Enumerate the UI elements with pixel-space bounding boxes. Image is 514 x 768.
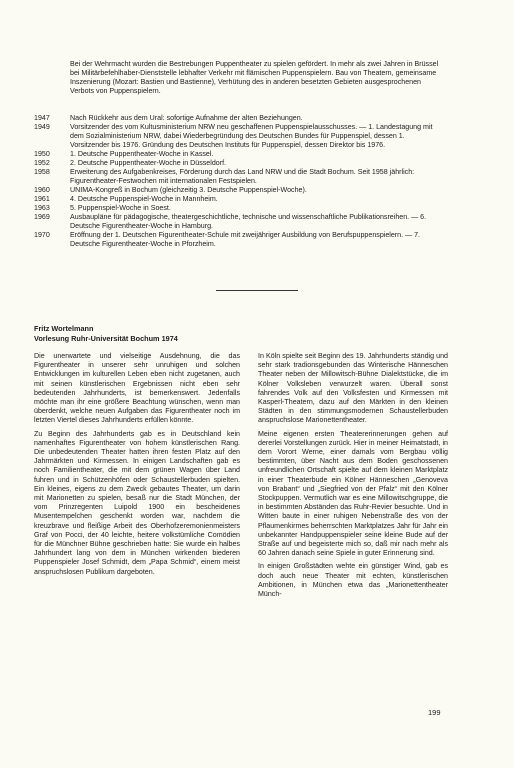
chronology-text: Vorsitzender des vom Kultusministerium NRW neu geschaffenen Puppenspielausschusses. — 1. Landestagung mit dem Sozialministerium NRW, dabei Wiederbegründung des Deutschen Bundes für Puppenspiel, dessen 1. Vorsitzender bis 1976. Gründung des Deutschen Instituts für Puppenspiel, dessen Direktor bis 1976. bbox=[70, 123, 433, 149]
paragraph: Die unerwartete und vielseitige Ausdehnung, die das Figurentheater in unserer sehr unruhigen und solchen Entwicklungen im kulturellen Leben eben nicht zugetanen, auch mit seinen künstlerischen Ergebnissen nicht eben sehr bedeutenden Jahrhunderts, ist bemerkenswert. Jedenfalls möchte man ihr eine größere Beachtung wünschen, wenn man überdenkt, welche neuen Aufgaben das Figurentheater noch im letzten Viertel dieses Jahrhunderts erfüllen könnte. bbox=[34, 352, 240, 425]
chronology-year: 1960 bbox=[34, 186, 50, 194]
chronology-year: 1961 bbox=[34, 195, 50, 203]
chronology-year: 1963 bbox=[34, 204, 50, 212]
chronology-entry bbox=[34, 186, 446, 195]
chronology-intro: Bei der Wehrmacht wurden die Bestrebungen Puppentheater zu spielen gefördert. In mehr als zwei Jahren in Brüssel bei Militärbefehlhaber-Dienststelle lebhafter Verkehr mit flämischen Puppenspielern. Bau von Theatern, gemeinsame Inszenierung (Mozart: Bastien und Bastienne), Verhütung des in anderen besetzten Gebieten ausgesprochenen Verbots von Puppenspielern. bbox=[70, 60, 439, 95]
chronology-text: 1. Deutsche Puppentheater-Woche in Kassel. bbox=[70, 150, 214, 158]
left-column bbox=[34, 352, 240, 581]
paragraph: In einigen Großstädten wehte ein günstiger Wind, gab es doch auch neue Theater mit echten, künstlerischen Ambitionen, in München etwa das „Marionettentheater Münch- bbox=[258, 562, 448, 599]
chronology-text: UNIMA-Kongreß in Bochum (gleichzeitig 3. Deutsche Puppenspiel-Woche). bbox=[70, 186, 307, 194]
chronology-year: 1970 bbox=[34, 231, 50, 239]
chronology-year: 1969 bbox=[34, 213, 50, 221]
chronology-year: 1947 bbox=[34, 114, 50, 122]
chronology-entry bbox=[34, 159, 446, 168]
chronology-entry bbox=[34, 150, 446, 159]
chronology-entry bbox=[34, 204, 446, 213]
chronology-list bbox=[34, 114, 446, 249]
right-column bbox=[258, 352, 448, 603]
paragraph: Meine eigenen ersten Theatererinnerungen gehen auf dererlei Vorstellungen zurück. Hier in meiner Heimatstadt, in dem Vorort Werne, einer damals vom Bergbau völlig bestimmten, über Nacht aus dem Boden geschossenen unfreundlichen Ortschaft spielte auf dem kleinen Marktplatz in einer Theaterbude ein Kölner Hänneschen „Genoveva von Brabant“ und „Siegfried von der Pfalz“ mit den Kölner Stockpuppen. Vermutlich war es eine Millowitschgruppe, die in bestimmten Abständen das Ruhr-Revier besuchte. Und in Witten baute in einer ruhigen Nebenstraße des von der Pflaumenkirmes beherrschten Marktplatzes Jahr für Jahr ein unbekannter Handpuppenspieler seine kleine Bude auf der Straße auf und begeisterte mich so, daß mir nach mehr als 60 Jahren danach seine Spiele in guter Erinnerung sind. bbox=[258, 429, 448, 558]
chronology-text: Erweiterung des Aufgabenkreises, Förderung durch das Land NRW und die Stadt Bochum. Seit 1958 jährlich: Figurentheater-Festwochen mit internationalen Festspielen. bbox=[70, 168, 415, 185]
chronology-entry bbox=[34, 168, 446, 186]
article-author: Fritz Wortelmann bbox=[34, 324, 94, 333]
chronology-entry bbox=[34, 213, 446, 231]
chronology-year: 1958 bbox=[34, 168, 50, 176]
chronology-text: 4. Deutsche Puppenspiel-Woche in Mannheim. bbox=[70, 195, 218, 203]
chronology-entry bbox=[34, 195, 446, 204]
page-number: 199 bbox=[428, 708, 441, 717]
article-heading bbox=[34, 324, 334, 344]
chronology-text: Eröffnung der 1. Deutschen Figurentheater-Schule mit zweijähriger Ausbildung von Berufspuppenspielern. — 7. Deutsche Figurentheater-Woche in Pforzheim. bbox=[70, 231, 421, 248]
article-title: Vorlesung Ruhr-Universität Bochum 1974 bbox=[34, 334, 178, 343]
chronology-text: Ausbaupläne für pädagogische, theatergeschichtliche, technische und wissenschaftliche Publikationsreihen. — 6. Deutsche Figurentheater-Woche in Hamburg. bbox=[70, 213, 427, 230]
paragraph: Zu Beginn des Jahrhunderts gab es in Deutschland kein namenhaftes Figurentheater von hohem künstlerischen Rang. Die unbedeutenden Theater hatten ihren festen Platz auf den Jahrmärkten und Kirmessen. In einigen Landschaften gab es noch Familientheater, die mit dem grünen Wagen über Land fuhren und in Schützenhöfen oder Schaustellerbuden spielten. Ein kleines, eigens zu dem Zweck gebautes Theater, um darin mit Marionetten zu spielen, besaß nur die Stadt München, der vom Prinzregenten Luipold 1900 ein bescheidenes Musentempelchen geschenkt worden war, nachdem die kreuzbrave und fleißige Arbeit des Oberhofzeremonienmeisters Graf von Pocci, der 40 leichte, heitere volkstümliche Comödien für die Münchner Bühne geschrieben hatte: Sie wurde ein halbes Jahrhundert lang von dem in München wirkenden biederen Puppenspieler Josef Schmidt, dem „Papa Schmid“, einem meist anspruchslosen Publikum dargeboten. bbox=[34, 429, 240, 576]
chronology-text: Nach Rückkehr aus dem Ural: sofortige Aufnahme der alten Beziehungen. bbox=[70, 114, 303, 122]
chronology-entry bbox=[34, 123, 446, 150]
chronology-entry bbox=[34, 114, 446, 123]
chronology-text: 2. Deutsche Puppentheater-Woche in Düsseldorf. bbox=[70, 159, 227, 167]
paragraph: In Köln spielte seit Beginn des 19. Jahrhunderts ständig und sehr stark tradionsgebunden das Winterische Hänneschen Theater neben der Millowitsch-Bühne Dialektstücke, die im Kölner Volksleben verwurzelt waren. Überall sonst fahrendes Volk auf den Volksfesten und Kirmessen mit Kasperl-Theatern, dazu auf den Märkten in den kleinen Städten in den stimmungsmodernen Schaustellerbuden anspruchslose Marionettentheater. bbox=[258, 352, 448, 425]
chronology-entry bbox=[34, 231, 446, 249]
section-divider bbox=[216, 290, 298, 291]
chronology-year: 1949 bbox=[34, 123, 50, 131]
chronology-text: 5. Puppenspiel-Woche in Soest. bbox=[70, 204, 171, 212]
chronology-year: 1950 bbox=[34, 150, 50, 158]
chronology-year: 1952 bbox=[34, 159, 50, 167]
